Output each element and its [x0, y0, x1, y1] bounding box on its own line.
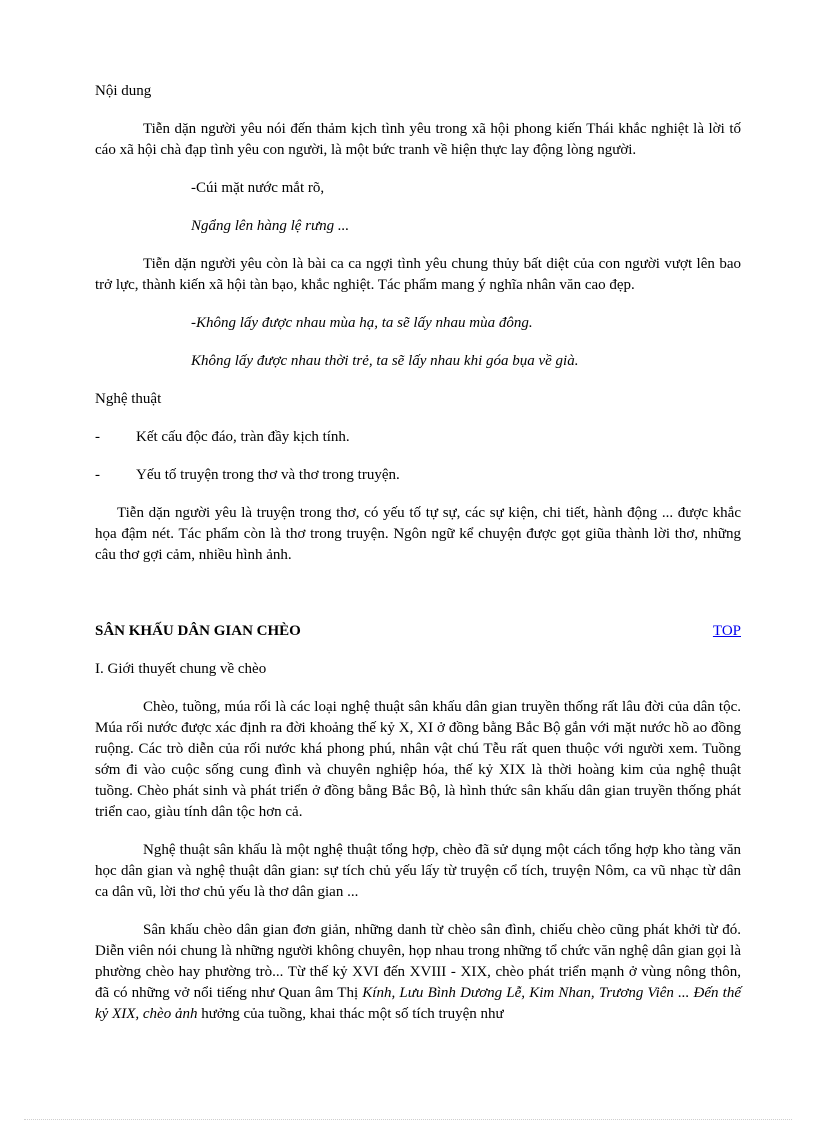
- paragraph-general-1: Chèo, tuồng, múa rối là các loại nghệ thuật sân khấu dân gian truyền thống rất lâu đời của dân tộc. Múa rối nước được xác định ra đời khoảng thế kỷ X, XI ở đồng bằng Bắc Bộ gắn với mặt nước hồ ao đồng ruộng. Các trò diễn của rối nước khá phong phú, nhân vật chú Tễu rất quen thuộc với người xem. Tuồng sớm đi vào cuộc sống cung đình và chuyên nghiệp hóa, thế kỷ XIX là thời hoàng kim của nghệ thuật tuồng. Chèo phát sinh và phát triển ở đồng bằng Bắc Bộ, là hình thức sân khấu dân gian truyền thống phát triển cao, giàu tính dân tộc hơn cả.: [95, 699, 741, 820]
- paragraph-general-3-part-b: Kính, Lưu Bình Dương Lễ, Kim Nhan, Trương Viên ... Đến thế kỷ XIX, chèo ảnh: [95, 985, 741, 1022]
- dash-bullet: -: [95, 429, 100, 445]
- paragraph-general-3: [95, 920, 741, 1025]
- paragraph-general-2: Nghệ thuật sân khấu là một nghệ thuật tổng hợp, chèo đã sử dụng một cách tổng hợp kho tàng văn học dân gian và nghệ thuật dân gian: sự tích chủ yếu lấy từ truyện cổ tích, truyện Nôm, ca vũ nhạc từ dân ca dân vũ, lời thơ chủ yếu là thơ dân gian ...: [95, 842, 741, 900]
- poem1-line1: -Cúi mặt nước mắt rõ,: [191, 180, 325, 196]
- section-heading: SÂN KHẤU DÂN GIAN CHÈO: [95, 623, 301, 639]
- top-link[interactable]: TOP: [712, 623, 741, 639]
- poem2-line2: Không lấy được nhau thời trẻ, ta sẽ lấy nhau khi góa bụa về già.: [191, 353, 579, 369]
- poem1-line2: Ngẩng lên hàng lệ rưng ...: [191, 218, 350, 234]
- art-list-item: [95, 465, 741, 486]
- paragraph-general-3-part-a: Sân khấu chèo dân gian đơn giản, những danh từ chèo sân đình, chiếu chèo cũng phát khởi từ đó. Diễn viên nói chung là những người không chuyên, họp nhau trong những tổ chức văn nghệ dân gian gọi là phường chèo hay phường trò... Từ thế kỷ XVI đến XVIII - XIX, chèo phát triển mạnh ở vùng nông thôn, đã có những vở nổi tiếng như Quan âm Thị: [95, 922, 741, 1001]
- paragraph-content-2: Tiễn dặn người yêu còn là bài ca ca ngợi tình yêu chung thủy bất diệt của con người vượt lên bao trở lực, thành kiến xã hội tàn bạo, khắc nghiệt. Tác phẩm mang ý nghĩa nhân văn cao đẹp.: [95, 256, 741, 293]
- page-bottom-divider: [24, 1119, 792, 1120]
- dash-bullet: -: [95, 467, 100, 483]
- art-list-item: [95, 427, 741, 448]
- subheading-general: I. Giới thuyết chung về chèo: [95, 661, 267, 677]
- paragraph-content-1: Tiễn dặn người yêu nói đến thảm kịch tình yêu trong xã hội phong kiến Thái khắc nghiệt là lời tố cáo xã hội chà đạp tình yêu con người, là một bức tranh về hiện thực lay động lòng người.: [95, 121, 741, 158]
- document-page: [95, 78, 741, 1025]
- label-art: Nghệ thuật: [95, 391, 162, 407]
- section-heading-row: [95, 621, 741, 642]
- art-item-1: Kết cấu độc đáo, tràn đầy kịch tính.: [136, 429, 350, 445]
- paragraph-art: Tiễn dặn người yêu là truyện trong thơ, có yếu tố tự sự, các sự kiện, chi tiết, hành động ... được khắc họa đậm nét. Tác phẩm còn là thơ trong truyện. Ngôn ngữ kể chuyện được gọt giũa thành lời thơ, những câu thơ gợi cảm, nhiều hình ảnh.: [95, 505, 741, 563]
- label-content: Nội dung: [95, 83, 152, 99]
- paragraph-general-3-part-c: hưởng của tuồng, khai thác một số tích truyện như: [197, 1006, 504, 1022]
- art-item-2: Yếu tố truyện trong thơ và thơ trong truyện.: [136, 467, 400, 483]
- poem2-line1: -Không lấy được nhau mùa hạ, ta sẽ lấy nhau mùa đông.: [191, 315, 533, 331]
